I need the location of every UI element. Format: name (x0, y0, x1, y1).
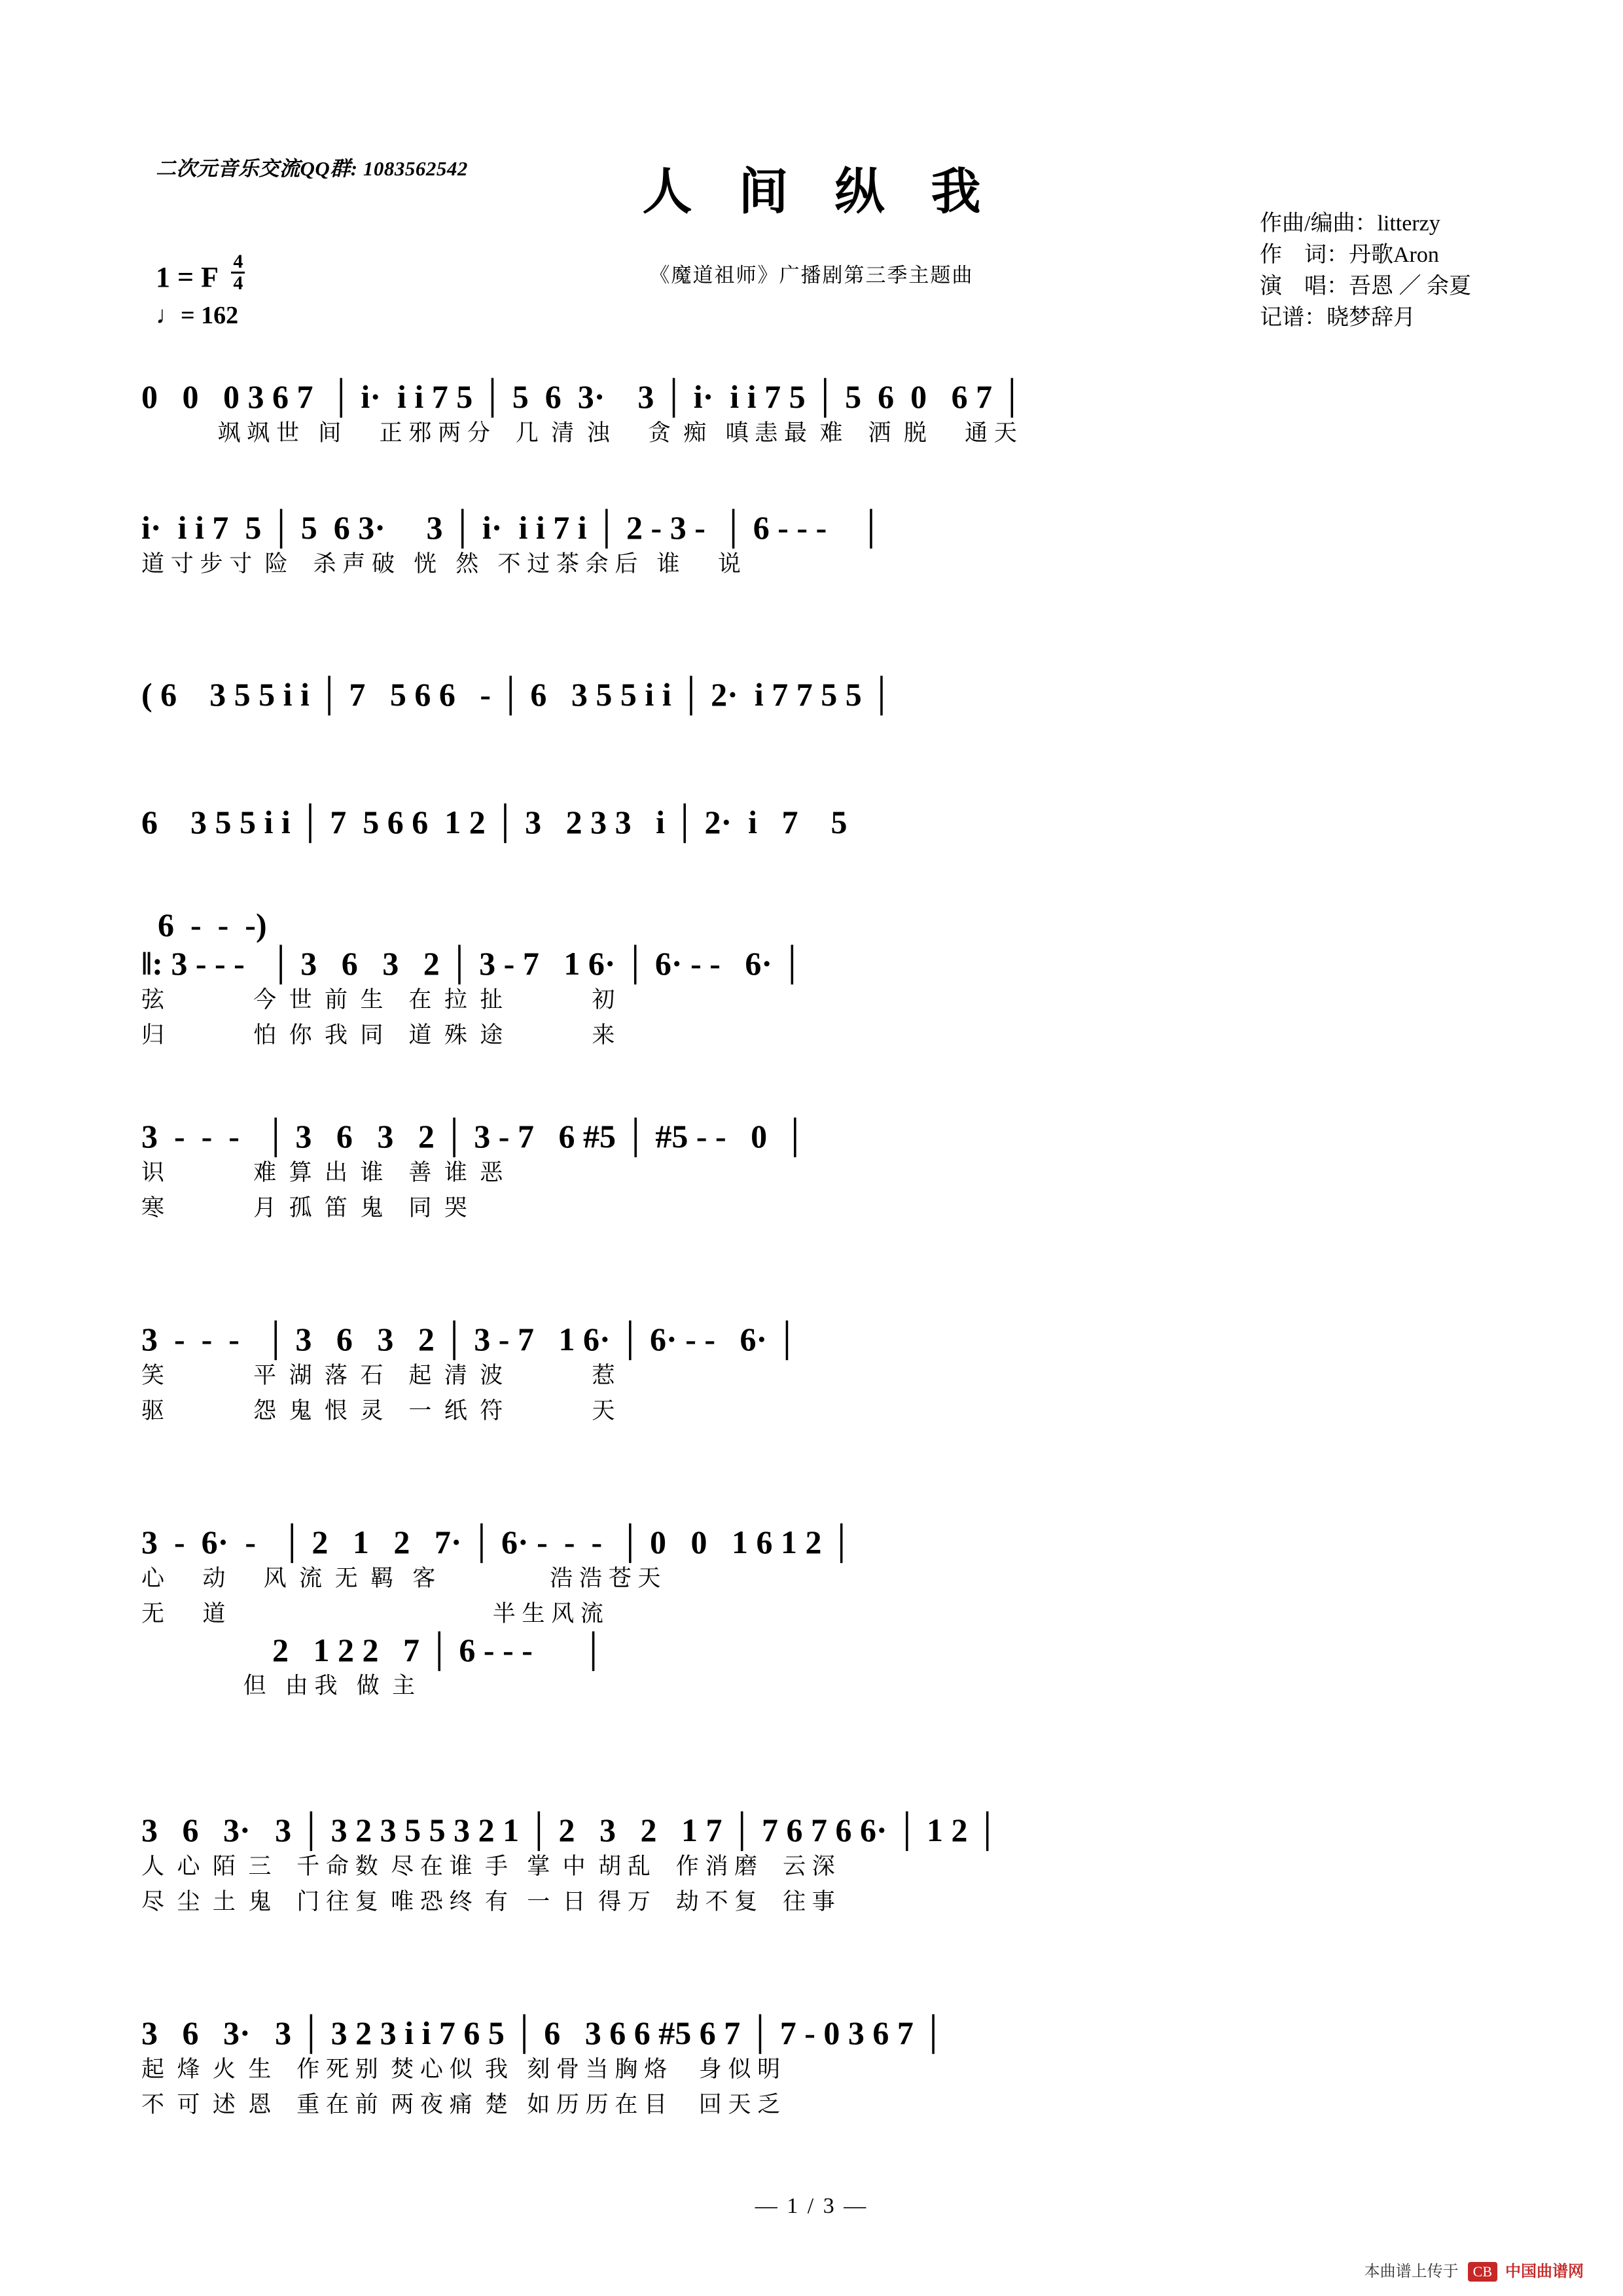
lyrics-line-1: 起 烽 火 生 作 死 别 焚 心 似 我 刻 骨 当 胸 烙 身 似 明 (141, 2056, 781, 2082)
qq-group-note: 二次元音乐交流QQ群: 1083562542 (156, 157, 468, 180)
music-system-4 (141, 802, 1489, 842)
site-name: 中国曲谱网 (1505, 2263, 1584, 2280)
notation-alt-line: 2 1 2 2 7 │ 6 - - - │ (141, 1632, 605, 1668)
credit-singer: 演 唱：吾恩 ／ 余夏 (1260, 274, 1471, 298)
lyrics-line-1: 弦 今 世 前 生 在 拉 扯 初 (141, 987, 615, 1013)
notation-line: 3 6 3· 3 │ 3 2 3 5 5 3 2 1 │ 2 3 2 1 7 │ 7 6 7 6 6· │ 1 2 │ (141, 1812, 999, 1848)
notation-pickup-line: 6 - - -) (141, 906, 267, 943)
lyrics-line-1: 人 心 陌 三 千 命 数 尽 在 谁 手 掌 中 胡 乱 作 消 磨 云 深 (141, 1854, 835, 1879)
music-system-2 (141, 507, 1489, 581)
lyrics-line-2: 驱 怨 鬼 恨 灵 一 纸 符 天 (141, 1398, 615, 1424)
music-system-1 (141, 376, 1489, 450)
lyrics-line-1: 飒 飒 世 间 正 邪 两 分 几 清 浊 贪 痴 嗔 恚 最 难 洒 脱 通 天 (141, 420, 1017, 446)
lyrics-line-2: 无 道 半 生 风 流 (141, 1601, 603, 1626)
notation-line: 3 - - - │ 3 6 3 2 │ 3 - 7 6 #5 │ #5 - - 0 │ (141, 1118, 807, 1155)
page-number: — 1 / 3 — (755, 2194, 868, 2218)
site-credit (1364, 2258, 1584, 2282)
notation-line: 6 3 5 5 i i │ 7 5 6 6 1 2 │ 3 2 3 3 i │ 2· i 7 5 (141, 804, 847, 840)
notation-line: 3 - - - │ 3 6 3 2 │ 3 - 7 1 6· │ 6· - - 6· │ (141, 1321, 799, 1357)
music-system-8 (141, 1522, 1489, 1702)
notation-line: i· i i 7 5 │ 5 6 3· 3 │ i· i i 7 i │ 2 - 3 - │ 6 - - - │ (141, 509, 883, 546)
lyrics-line-2: 归 怕 你 我 同 道 殊 途 来 (141, 1022, 615, 1048)
credit-composer: 作曲/编曲：litterzy (1260, 211, 1440, 236)
lyrics-line-1: 识 难 算 出 谁 善 谁 恶 (141, 1160, 503, 1185)
site-credit-text: 本曲谱上传于 (1364, 2263, 1459, 2280)
music-system-3 (141, 674, 1489, 715)
lyrics-line-2: 不 可 述 恩 重 在 前 两 夜 痛 楚 如 历 历 在 目 回 天 乏 (141, 2092, 781, 2117)
lyrics-line-1: 心 动 风 流 无 羁 客 浩 浩 苍 天 (141, 1566, 661, 1591)
credit-transcriber: 记谱：晓梦辞月 (1260, 306, 1416, 330)
credits-block (1260, 208, 1471, 334)
song-title: 人 间 纵 我 (642, 165, 998, 220)
music-system-6 (141, 1116, 1489, 1225)
lyrics-line-2: 尽 尘 土 鬼 门 往 复 唯 恐 终 有 一 日 得 万 劫 不 复 往 事 (141, 1889, 835, 1914)
music-system-7 (141, 1319, 1489, 1427)
lyrics-alt-line: 但 由 我 做 主 (141, 1673, 416, 1698)
lyrics-line-1: 道 寸 步 寸 险 杀 声 破 恍 然 不 过 茶 余 后 谁 说 (141, 551, 741, 577)
lyrics-line-2: 寒 月 孤 笛 鬼 同 哭 (141, 1195, 467, 1221)
music-system-9 (141, 1810, 1489, 1918)
time-signature-denominator: 4 (233, 272, 243, 294)
notation-line: ‖: 3 - - - │ 3 6 3 2 │ 3 - 7 1 6· │ 6· - - 6· │ (141, 945, 804, 982)
music-system-5 (141, 906, 1489, 1052)
lyrics-line-1: 笑 平 湖 落 石 起 清 波 惹 (141, 1363, 615, 1388)
music-system-10 (141, 2013, 1489, 2121)
notation-line: 3 - 6· - │ 2 1 2 7· │ 6· - - - │ 0 0 1 6 1 2 │ (141, 1524, 853, 1560)
tempo-marking: ♩= 162 (156, 302, 239, 329)
time-signature-numerator: 4 (231, 252, 245, 274)
site-logo-badge: CB (1468, 2262, 1497, 2282)
notation-line: 3 6 3· 3 │ 3 2 3 i i 7 6 5 │ 6 3 6 6 #5 6 7 │ 7 - 0 3 6 7 │ (141, 2015, 945, 2051)
credit-lyricist: 作 词：丹歌Aron (1260, 243, 1439, 267)
notation-line: 0 0 0 3 6 7 │ i· i i 7 5 │ 5 6 3· 3 │ i· i i 7 5 │ 5 6 0 6 7 │ (141, 378, 1024, 415)
time-signature (231, 252, 245, 293)
key-signature-label: 1 = F (156, 261, 218, 293)
notation-line: ( 6 3 5 5 i i │ 7 5 6 6 - │ 6 3 5 5 i i │ 2· i 7 7 5 5 │ (141, 676, 893, 713)
song-subtitle: 《魔道祖师》广播剧第三季主题曲 (649, 264, 974, 287)
key-signature (156, 252, 245, 294)
